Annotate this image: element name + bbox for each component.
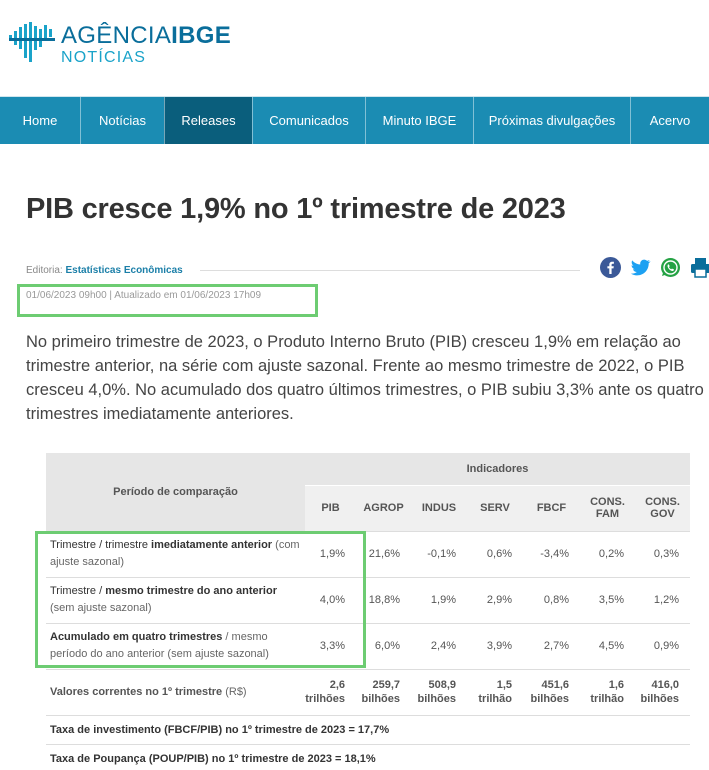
table-cell: 1,2% (635, 577, 690, 623)
table-cell: 4,0% (305, 577, 356, 623)
column-header: SERV (467, 485, 523, 531)
table-cell: 0,3% (635, 531, 690, 577)
column-header: AGROP (356, 485, 411, 531)
table-cell: 508,9 bilhões (411, 669, 467, 715)
table-cell: 3,3% (305, 623, 356, 669)
table-cell: 0,2% (580, 531, 635, 577)
table-cell: 0,8% (523, 577, 580, 623)
editoria-link[interactable]: Estatísticas Econômicas (65, 265, 183, 276)
table-cell: 0,9% (635, 623, 690, 669)
print-icon[interactable] (690, 257, 709, 278)
table-cell: 416,0 bilhões (635, 669, 690, 715)
table-row-note (46, 744, 690, 770)
table-cell: 18,8% (356, 577, 411, 623)
column-header: INDUS (411, 485, 467, 531)
logo-title: AGÊNCIAIBGE (61, 22, 232, 49)
nav-item-releases[interactable]: Releases (164, 97, 252, 144)
nav-item-pr-ximas-divulga-es[interactable]: Próximas divulgações (473, 97, 630, 144)
note-text: Taxa de investimento (FBCF/PIB) no 1º trimestre de 2023 = 17,7% (46, 715, 690, 744)
table-cell: 451,6 bilhões (523, 669, 580, 715)
nav-item-home[interactable]: Home (22, 113, 58, 128)
note-text: Taxa de Poupança (POUP/PIB) no 1º trimestre de 2023 = 18,1% (46, 744, 690, 770)
article-title: PIB cresce 1,9% no 1º trimestre de 2023 (26, 193, 566, 225)
nav-item-acervo[interactable]: Acervo (630, 97, 709, 144)
row-label: Acumulado em quatro trimestres / mesmo período do ano anterior (sem ajuste sazonal) (46, 623, 305, 669)
table-cell: 1,9% (411, 577, 467, 623)
table-cell: 3,5% (580, 577, 635, 623)
table-cell: 2,4% (411, 623, 467, 669)
column-header: CONS. GOV (635, 485, 690, 531)
row-label: Trimestre / trimestre imediatamente anterior (com ajuste sazonal) (46, 531, 305, 577)
nav-item-minuto-ibge[interactable]: Minuto IBGE (365, 97, 473, 144)
table-cell: -0,1% (411, 531, 467, 577)
nav-item-not-cias[interactable]: Notícias (80, 97, 164, 144)
ibge-logo-icon (9, 20, 55, 64)
table-cell: 2,6 trilhões (305, 669, 356, 715)
share-bar (600, 257, 709, 278)
main-nav (0, 96, 709, 144)
highlight-box-dates (17, 284, 318, 317)
period-header: Período de comparação (46, 453, 305, 531)
whatsapp-icon[interactable] (660, 257, 681, 278)
article-lead: No primeiro trimestre de 2023, o Produto Interno Bruto (PIB) cresceu 1,9% em relação ao trimestre anterior, na série com ajuste sazonal. Frente ao mesmo trimestre de 2022, o PIB cresceu 4,0%. No acumulado dos quatro últimos trimestres, o PIB subiu 3,3% ante os quatro trimestres imediatamente anteriores. (26, 333, 704, 423)
table-cell: 259,7 bilhões (356, 669, 411, 715)
indicators-header: Indicadores (305, 453, 690, 485)
row-label: Valores correntes no 1º trimestre (R$) (46, 669, 305, 715)
site-header (0, 0, 709, 96)
table-cell: 3,9% (467, 623, 523, 669)
column-header: FBCF (523, 485, 580, 531)
table-cell: 2,7% (523, 623, 580, 669)
table-cell: 1,6 trilhão (580, 669, 635, 715)
column-header: CONS. FAM (580, 485, 635, 531)
table-row-note (46, 715, 690, 744)
agencia-ibge-logo[interactable] (9, 20, 231, 67)
twitter-icon[interactable] (630, 257, 651, 278)
table-row-current-values (46, 669, 690, 715)
table-cell: 21,6% (356, 531, 411, 577)
table-cell: 1,5 trilhão (467, 669, 523, 715)
column-header: PIB (305, 485, 356, 531)
table-cell: 4,5% (580, 623, 635, 669)
publish-dates: 01/06/2023 09h00 | Atualizado em 01/06/2023 17h09 (26, 290, 262, 301)
highlight-box-rates (35, 531, 366, 668)
facebook-icon[interactable] (600, 257, 621, 278)
table-cell: 6,0% (356, 623, 411, 669)
table-cell: -3,4% (523, 531, 580, 577)
table-cell: 1,9% (305, 531, 356, 577)
nav-item-comunicados[interactable]: Comunicados (252, 97, 365, 144)
row-label: Trimestre / mesmo trimestre do ano anterior (sem ajuste sazonal) (46, 577, 305, 623)
logo-subtitle: NOTÍCIAS (61, 49, 147, 66)
editoria: Editoria: Estatísticas Econômicas (26, 265, 183, 276)
table-cell: 0,6% (467, 531, 523, 577)
table-cell: 2,9% (467, 577, 523, 623)
meta-divider (200, 270, 580, 271)
